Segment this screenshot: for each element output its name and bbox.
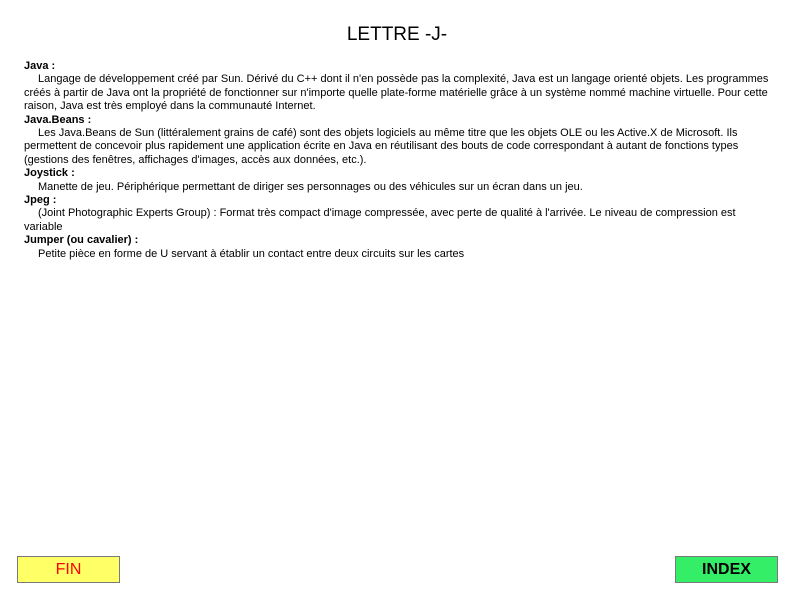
entry-term: Jumper (ou cavalier) : xyxy=(24,234,139,247)
entry-term: Java.Beans : xyxy=(24,113,92,126)
index-button[interactable]: INDEX xyxy=(675,556,778,583)
entry-definition: (Joint Photographic Experts Group) : Format très compact d'image compressée, avec perte de qualité à l'arrivée. Le niveau de compression est variable xyxy=(24,207,736,233)
glossary-list xyxy=(24,60,772,261)
glossary-entry-joystick xyxy=(24,167,772,194)
glossary-entry-java xyxy=(24,60,772,114)
entry-term: Joystick : xyxy=(24,167,75,180)
glossary-entry-javabeans xyxy=(24,114,772,168)
entry-term: Java : xyxy=(24,60,56,72)
entry-definition: Langage de développement créé par Sun. Dérivé du C++ dont il n'en possède pas la complexité, Java est un langage orienté objets. Les programmes créés à partir de Java ont la propriété de fonctionner sur n'importe quelle plate-forme matérielle grâce à un système nommé machine virtuelle. Pour cette raison, Java est très employé dans la communauté Internet. xyxy=(24,73,769,113)
entry-definition: Manette de jeu. Périphérique permettant de diriger ses personnages ou des véhicules sur un écran dans un jeu. xyxy=(38,180,583,193)
fin-button[interactable]: FIN xyxy=(17,556,120,583)
entry-term: Jpeg : xyxy=(24,194,57,207)
entry-definition: Petite pièce en forme de U servant à établir un contact entre deux circuits sur les cartes xyxy=(38,247,465,260)
entry-definition: Les Java.Beans de Sun (littéralement grains de café) sont des objets logiciels au même titre que les objets OLE ou les Active.X de Microsoft. Ils permettent de concevoir plus rapidement une application écrite en Java en réutilisant des bouts de code correspondant à autant de fonctions types (gestions des fenêtres, affichages d'images, accès aux données, etc.). xyxy=(24,127,739,166)
glossary-entry-jpeg xyxy=(24,194,772,234)
glossary-entry-jumper xyxy=(24,234,772,261)
page-title: LETTRE -J- xyxy=(346,24,448,45)
